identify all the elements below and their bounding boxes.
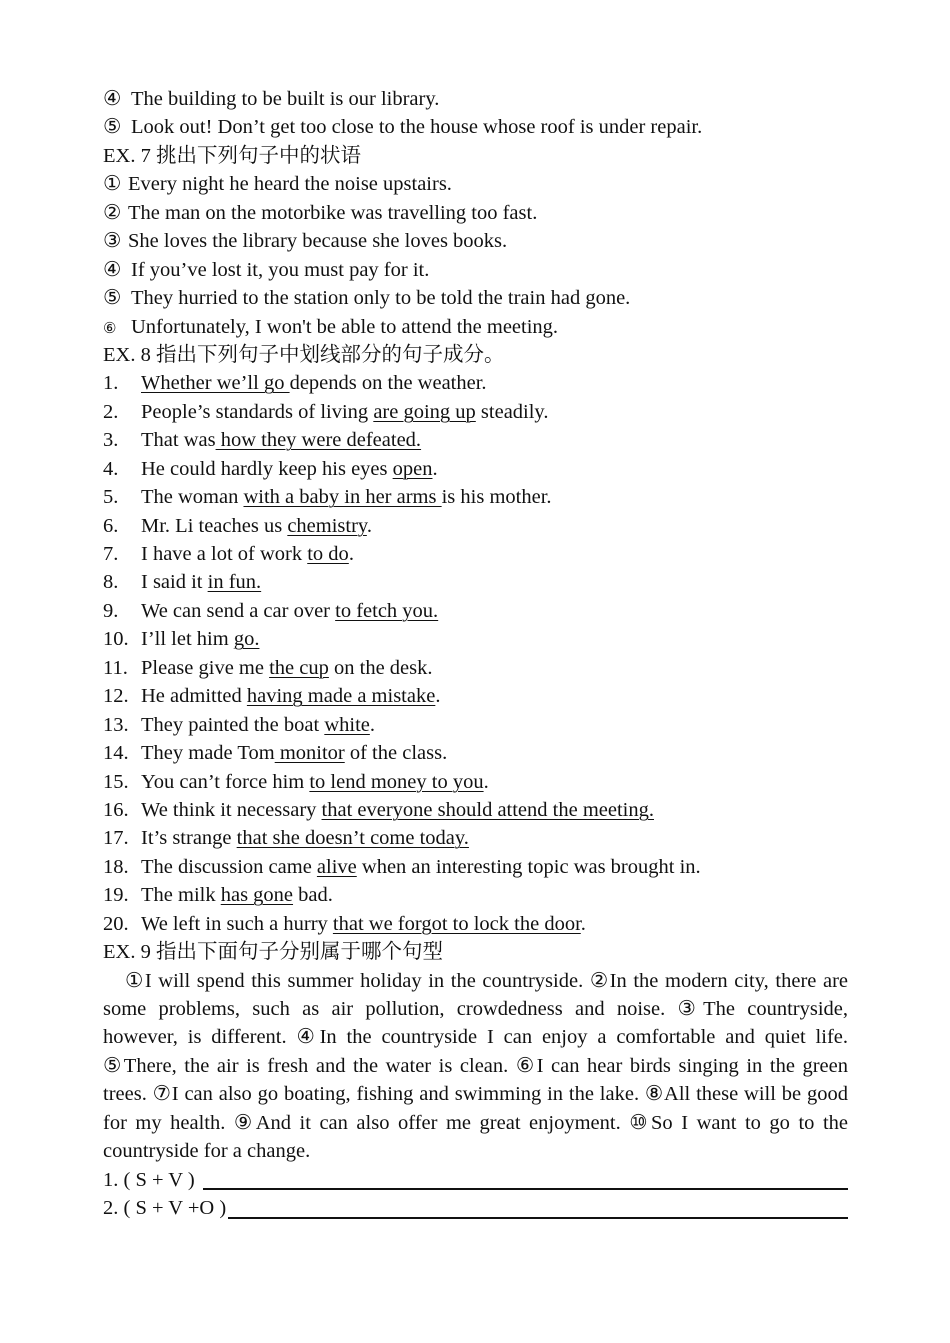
ex9-passage: ①I will spend this summer holiday in the countryside. ②In the modern city, there are some problems, such as air pollution, crowdedness and noise. ③The countryside, however, is different. ④In the countryside I can enjoy a comfortable and quiet life. ⑤There, the air is fresh and the water is clean. ⑥I can hear birds singing in the green trees. ⑦I can also go boating, fishing and swimming in the lake. ⑧All these will be good for my health. ⑨And it can also offer me great enjoyment. ⑩So I want to go to the countryside for a change. — [103, 969, 848, 1163]
item-text-after: . — [348, 543, 354, 565]
ex8-item — [103, 654, 848, 682]
item-underlined-text: white — [324, 713, 370, 736]
item-text-before: They painted the boat — [141, 713, 325, 736]
item-text-before: The discussion came — [141, 855, 317, 878]
ex8-item — [103, 796, 848, 824]
item-text-after: . — [432, 457, 438, 480]
item-marker: ③ — [103, 230, 122, 253]
item-underlined-text: chemistry — [287, 514, 367, 537]
item-text: The man on the motorbike was travelling too fast. — [128, 201, 538, 224]
ex8-item — [103, 426, 848, 454]
item-text-before: It’s strange — [141, 827, 237, 850]
item-text: They hurried to the station only to be told the train had gone. — [131, 287, 631, 310]
item-number: 19. — [103, 884, 129, 907]
item-marker: ⑤ — [103, 287, 122, 310]
item-text-before: Mr. Li teaches us — [141, 514, 288, 537]
item-number: 1. — [103, 372, 119, 395]
item-text-after: steadily. — [475, 400, 549, 423]
item-text: She loves the library because she loves books. — [128, 230, 508, 253]
ex7-item — [103, 313, 848, 341]
item-text-before: We left in such a hurry — [141, 912, 333, 935]
answer-label: 2. ( S + V +O ) — [103, 1197, 227, 1220]
item-number: 3. — [103, 429, 119, 452]
item-text-after: when an interesting topic was brought in. — [356, 855, 701, 878]
answer-blank[interactable] — [228, 1197, 848, 1219]
ex8-item — [103, 711, 848, 739]
item-text-after: . — [435, 685, 441, 708]
ex8-item — [103, 369, 848, 397]
item-underlined-text: go. — [233, 628, 260, 651]
item-number: 6. — [103, 514, 119, 537]
ex7-item — [103, 284, 848, 312]
item-underlined-text: that we forgot to lock the door — [332, 912, 581, 935]
item-underlined-text: to do — [307, 543, 349, 565]
item-text-after: . — [366, 514, 372, 537]
item-number: 11. — [103, 656, 128, 679]
ex8-item — [103, 597, 848, 625]
item-text-after: . — [580, 912, 586, 935]
item-text: The building to be built is our library. — [131, 88, 440, 110]
item-text-after: . — [483, 770, 489, 793]
item-text-after: of the class. — [344, 742, 448, 765]
ex8-item — [103, 540, 848, 568]
item-marker: ⑥ — [103, 320, 117, 337]
answer-blank[interactable] — [203, 1168, 848, 1190]
item-text-after: . — [369, 713, 375, 736]
ex8-item — [103, 768, 848, 796]
ex8-item — [103, 881, 848, 909]
item-text-before: The woman — [141, 486, 244, 509]
item-underlined-text: to lend money to you — [309, 770, 484, 793]
item-number: 9. — [103, 599, 119, 622]
item-number: 15. — [103, 770, 129, 793]
ex8-item — [103, 455, 848, 483]
item-text-after: is his mother. — [441, 486, 552, 509]
item-underlined-text: that she doesn’t come today. — [236, 827, 469, 850]
item-marker: ⑤ — [103, 116, 122, 139]
item-underlined-text: how they were defeated. — [215, 429, 422, 452]
ex8-item — [103, 568, 848, 596]
ex8-item — [103, 625, 848, 653]
ex8-item — [103, 853, 848, 881]
item-underlined-text: open — [392, 457, 433, 480]
item-text-after: bad. — [293, 884, 333, 907]
item-text-after: on the desk. — [328, 656, 433, 679]
item-underlined-text: are going up — [373, 400, 476, 423]
item-number: 14. — [103, 742, 129, 765]
ex8-item — [103, 398, 848, 426]
item-text: Every night he heard the noise upstairs. — [128, 173, 452, 196]
answer-label: 1. ( S + V ) — [103, 1168, 195, 1191]
item-text-before: I said it — [141, 571, 208, 594]
ex7-heading: EX. 7 挑出下列句子中的状语 — [103, 144, 361, 167]
ex8-item — [103, 682, 848, 710]
item-text-before: We can send a car over — [141, 599, 336, 622]
item-text-before: People’s standards of living — [141, 400, 374, 423]
item-number: 5. — [103, 486, 119, 509]
item-text: Look out! Don’t get too close to the house whose roof is under repair. — [131, 116, 703, 139]
document-page — [103, 85, 848, 1223]
item-text-before: They made Tom — [141, 742, 275, 765]
item-number: 12. — [103, 685, 129, 708]
answer-line — [103, 1194, 848, 1222]
item-number: 17. — [103, 827, 129, 850]
ex8-item — [103, 739, 848, 767]
item-text: Unfortunately, I won't be able to attend the meeting. — [131, 315, 559, 338]
item-underlined-text: to fetch you. — [335, 599, 439, 622]
item-underlined-text: alive — [316, 855, 357, 878]
item-text-after: depends on the weather. — [289, 372, 487, 395]
ex7-item — [103, 256, 848, 284]
item-underlined-text: in fun. — [207, 571, 262, 594]
item-text: If you’ve lost it, you must pay for it. — [131, 258, 430, 281]
ex8-item — [103, 824, 848, 852]
ex7-item — [103, 199, 848, 227]
item-number: 4. — [103, 457, 119, 480]
item-number: 2. — [103, 400, 119, 423]
ex8-list — [103, 369, 848, 938]
item-text-before: He could hardly keep his eyes — [141, 457, 393, 480]
item-underlined-text: Whether we’ll go — [141, 372, 290, 395]
item-underlined-text: that everyone should attend the meeting. — [321, 798, 654, 821]
ex7-item — [103, 227, 848, 255]
ex6-item — [103, 113, 848, 141]
ex8-item — [103, 512, 848, 540]
item-text-before: I have a lot of work — [141, 543, 308, 565]
item-text-before: He admitted — [141, 685, 247, 708]
item-text-before: You can’t force him — [141, 770, 310, 793]
item-underlined-text: has gone — [220, 884, 294, 907]
item-text-before: That was — [141, 429, 216, 452]
item-underlined-text: having made a mistake — [246, 685, 436, 708]
item-text-before: I’ll let him — [141, 628, 234, 651]
item-marker: ① — [103, 173, 122, 196]
item-number: 13. — [103, 713, 129, 736]
ex8-item — [103, 910, 848, 938]
item-number: 16. — [103, 798, 129, 821]
item-underlined-text: the cup — [269, 656, 329, 679]
answer-line — [103, 1166, 848, 1194]
item-underlined-text: monitor — [274, 742, 345, 765]
ex7-item — [103, 170, 848, 198]
item-underlined-text: with a baby in her arms — [243, 486, 442, 509]
item-number: 10. — [103, 628, 129, 651]
item-number: 8. — [103, 571, 119, 594]
item-text-before: The milk — [141, 884, 221, 907]
ex8-heading: EX. 8 指出下列句子中划线部分的句子成分。 — [103, 343, 505, 366]
item-number: 7. — [103, 543, 119, 565]
ex6-item — [103, 85, 848, 113]
item-number: 20. — [103, 912, 129, 935]
item-text-before: We think it necessary — [141, 798, 322, 821]
item-marker: ④ — [103, 88, 122, 110]
ex8-item — [103, 483, 848, 511]
item-marker: ④ — [103, 258, 122, 281]
item-marker: ② — [103, 201, 122, 224]
item-number: 18. — [103, 855, 129, 878]
ex9-heading: EX. 9 指出下面句子分别属于哪个句型 — [103, 941, 443, 964]
item-text-before: Please give me — [141, 656, 270, 679]
